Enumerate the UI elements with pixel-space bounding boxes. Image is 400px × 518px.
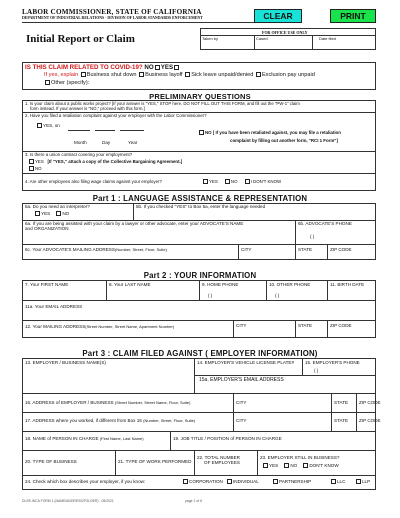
part3-title: Part 3 : CLAIM FILED AGAINST ( EMPLOYER INFORMATION) [82, 349, 318, 358]
f17-label: 17. ADDRESS where you worked, if different from Box 16 (Number, Street, Floor, Suite) [25, 418, 196, 423]
f24-llp: LLP [355, 479, 370, 484]
covid-yes-label: YES [160, 64, 174, 71]
q2-month-label: Month [74, 140, 87, 145]
f12-city-label: CITY [236, 323, 247, 328]
f9-paren: ( ) [208, 293, 213, 298]
footer-page: page 1 of 6 [185, 499, 202, 503]
f6c-zip-label: ZIP CODE [330, 247, 352, 252]
covid-layoff-checkbox[interactable] [139, 72, 144, 77]
q2-day-label: Day [102, 140, 111, 145]
q4-yes-checkbox[interactable] [203, 179, 208, 184]
q4-options: YES NO I DON'T KNOW [202, 179, 281, 184]
f17-city-label: CITY [236, 418, 247, 423]
f23-label: 23. EMPLOYER STILL IN BUSINESS? [260, 455, 340, 460]
covid-shutdown-checkbox[interactable] [81, 72, 86, 77]
f24-individual-checkbox[interactable] [227, 479, 232, 484]
q4-dont-know-checkbox[interactable] [245, 179, 250, 184]
header-rule [22, 22, 254, 23]
q2-no-row: NO [ If you have been retaliated against, you may file a retaliation [198, 130, 341, 135]
q3-no-checkbox[interactable] [29, 166, 34, 171]
q3-yes-checkbox[interactable] [29, 159, 34, 164]
f6a-label: 6a. If you are being assisted with your claim by a lawyer or other advocate, enter your ADVOCATE'S NAME and ORGANIZATION [25, 221, 244, 232]
f6c-label: 6c. Your ADVOCATE'S MAILING ADDRESS(Number, Street, Floor, Suite) [25, 247, 167, 252]
f16-label: 16. ADDRESS of EMPLOYER / BUSINESS (Street Number, Street Name, Floor, Suite) [25, 400, 191, 405]
f6b-paren: ( ) [310, 234, 315, 239]
f12-label: 12. Your MAILING ADDRESS(Street Number, Street Name, Apartment Number) [25, 324, 175, 329]
f7-label: 7. Your FIRST NAME [25, 282, 69, 287]
covid-explain-row [44, 72, 315, 78]
covid-other-label: Other (specify): [51, 80, 90, 86]
f5a-yes-checkbox[interactable] [35, 211, 40, 216]
footer-form-id: DLSE-WCA FORM 1 (NAME/ADDRESS/FOLDER) - 05/2021 [22, 499, 114, 503]
covid-exclusion-checkbox[interactable] [256, 72, 261, 77]
f16-zip-label: ZIP CODE [359, 400, 381, 405]
f13-label: 13. EMPLOYER / BUSINESS NAME(S) [25, 360, 106, 365]
q2-no-checkbox[interactable] [199, 130, 204, 135]
agency-title: LABOR COMMISSIONER, STATE OF CALIFORNIA [22, 8, 202, 16]
q2-no-note: complaint by filling out another form, "RCI 1 Form"] [230, 138, 338, 143]
f24-individual: INDIVIDUAL [226, 479, 259, 484]
f5a-no-checkbox[interactable] [56, 211, 61, 216]
q3-yes-row: YES [If "YES," attach a copy of the Collective Bargaining Agreement.] [28, 159, 182, 164]
print-button[interactable]: PRINT [330, 9, 376, 23]
f24-corporation: CORPORATION [182, 479, 223, 484]
form-title: Initial Report or Claim [26, 33, 135, 45]
f23-dont-know-checkbox[interactable] [303, 463, 308, 468]
covid-shutdown-label: Business shut down [86, 72, 137, 78]
q4-text: 4. Are other employees also filing wage claims against your employer? [25, 179, 162, 184]
covid-exclusion-label: Exclusion pay unpaid [261, 72, 315, 78]
covid-yes-checkbox[interactable] [174, 65, 179, 70]
covid-no-label: NO [144, 64, 154, 71]
f24-partnership-checkbox[interactable] [273, 479, 278, 484]
f12-state-label: STATE [298, 323, 313, 328]
f18-label: 18. NAME of PERSON IN CHARGE (First Name, Last Name) [25, 436, 144, 441]
covid-sickleave-label: Sick leave unpaid/denied [191, 72, 254, 78]
clear-button[interactable]: CLEAR [254, 9, 302, 23]
f6c-city-label: CITY [241, 247, 252, 252]
f16-state-label: STATE [334, 400, 349, 405]
q2-text: 2. Have you filed a retaliation complaint against your employer with the Labor Commissioner? [25, 113, 207, 118]
covid-no-checkbox[interactable] [155, 65, 160, 70]
f5a-options: YES NO [34, 211, 69, 216]
q4-no-checkbox[interactable] [225, 179, 230, 184]
f16-city-label: CITY [236, 400, 247, 405]
f15a-label: 15a. EMPLOYER'S EMAIL ADDRESS [199, 377, 284, 383]
f14-label: 14. EMPLOYER'S VEHICLE LICENSE PLATE# [197, 360, 295, 365]
f24-label: 24. Check which box describes your employer, if you know: [25, 479, 146, 484]
covid-other-row [44, 80, 89, 86]
f24-llc: LLC [330, 479, 345, 484]
q2-yes-checkbox[interactable] [37, 123, 42, 128]
covid-sickleave-checkbox[interactable] [185, 72, 190, 77]
f17-state-label: STATE [334, 418, 349, 423]
date-filed-label: Date filed [319, 36, 336, 41]
covid-question: IS THIS CLAIM RELATED TO COVID-19? [25, 64, 143, 71]
taken-by-label: Taken by [202, 36, 219, 41]
f24-llp-checkbox[interactable] [356, 479, 361, 484]
f12-zip-label: ZIP CODE [330, 323, 352, 328]
f9-label: 9. HOME PHONE [202, 282, 239, 287]
q3-text: 3. Is there a union contract covering your employment? [25, 152, 133, 157]
f5b-label: 5b. If you checked "YES" to Box 5a, enter the language needed [136, 204, 266, 209]
agency-subtitle: DEPARTMENT OF INDUSTRIAL RELATIONS - DIVISION OF LABOR STANDARDS ENFORCEMENT [22, 16, 203, 20]
q2-year-label: Year [128, 140, 138, 145]
f23-options: YES NO DON'T KNOW [262, 463, 339, 468]
f15-paren: ( ) [314, 368, 319, 373]
f20-label: 20. TYPE OF BUSINESS [25, 459, 77, 464]
covid-question-row [25, 64, 180, 71]
f19-label: 19. JOB TITLE / POSITION of PERSON IN CHARGE [173, 436, 282, 441]
f21-label: 21. TYPE OF WORK PERFORMED [118, 459, 192, 464]
preliminary-title: PRELIMINARY QUESTIONS [149, 92, 251, 101]
f24-corporation-checkbox[interactable] [183, 479, 188, 484]
part1-title: Part 1 : LANGUAGE ASSISTANCE & REPRESENTATION [92, 194, 308, 203]
office-use-label: FOR OFFICE USE ONLY [262, 30, 308, 35]
f23-no-checkbox[interactable] [284, 463, 289, 468]
f8-label: 8. Your LAST NAME [109, 282, 151, 287]
f10-paren: ( ) [275, 293, 280, 298]
q3-no-row: NO [28, 166, 42, 171]
f24-llc-checkbox[interactable] [331, 479, 336, 484]
covid-layoff-label: Business layoff [145, 72, 183, 78]
f6b-label: 6b. ADVOCATE'S PHONE [298, 221, 352, 226]
f11a-label: 11a. Your EMAIL ADDRESS [25, 304, 83, 309]
q1-text: 1. Is your claim about a public works project? [If your answer is "YES," STOP here, DO NOT FILL OUT THIS FORM, and fill out the "PW-1" claim form instead. If your answer is "NO," proceed with this form.] [25, 101, 300, 111]
covid-other-checkbox[interactable] [45, 80, 50, 85]
q2-yes-row: YES, on [36, 123, 60, 128]
f6c-state-label: STATE [298, 247, 313, 252]
f5a-label: 5a. Do you need an interpreter? [25, 204, 90, 209]
f24-partnership: PARTNERSHIP [272, 479, 311, 484]
f11-label: 11. BIRTH DATE [330, 282, 365, 287]
f10-label: 10. OTHER PHONE [269, 282, 311, 287]
f15-label: 15. EMPLOYER'S PHONE [305, 360, 360, 365]
cased-label: Cased [256, 36, 268, 41]
f22-label: 22. TOTAL NUMBER OF EMPLOYEES [197, 455, 240, 466]
f17-zip-label: ZIP CODE [359, 418, 381, 423]
part2-title: Part 2 : YOUR INFORMATION [143, 271, 257, 280]
covid-explain-label: If yes, explain [44, 72, 79, 78]
f23-yes-checkbox[interactable] [263, 463, 268, 468]
